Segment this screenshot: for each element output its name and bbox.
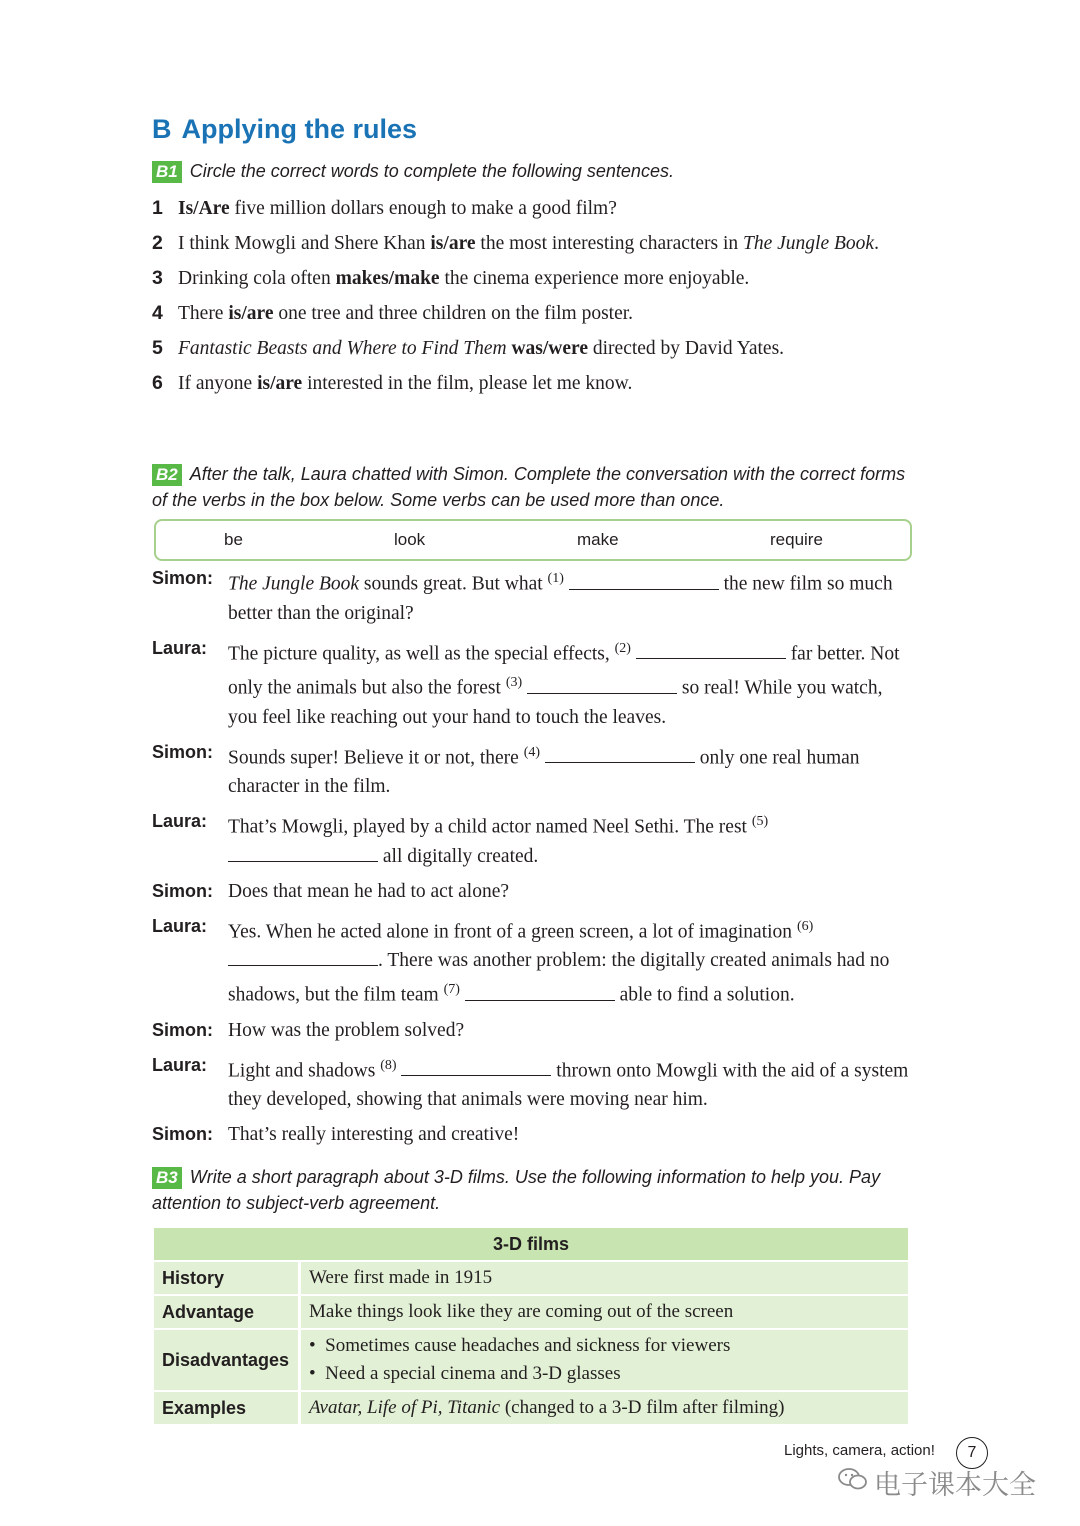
wechat-icon [838,1467,868,1498]
table-title: 3-D films [154,1228,908,1261]
watermark: 电子课本大全 [838,1463,1036,1502]
b1-item: 5 Fantastic Beasts and Where to Find Them was/were directed by David Yates. [152,337,785,359]
choice-4[interactable]: is/are [228,303,274,324]
blank-1[interactable] [569,571,719,590]
choice-3[interactable]: makes/make [335,268,440,289]
section-title: B Applying the rules [152,114,418,144]
dialogue-turn: Laura: Light and shadows $^{(8)}$ thrown onto Mowgli with the aid of a system they developed, showing that animals were moving near him. [152,1054,909,1110]
page-number: 7 [956,1437,988,1469]
table-row: Advantage Make things look like they are coming out of the screen [154,1295,908,1329]
choice-1[interactable]: Is/Are [178,198,230,219]
blank-7[interactable] [465,982,615,1001]
dialogue-turn: Laura: That’s Mowgli, played by a child actor named Neel Sethi. The rest $^{(5)}$ all digitally created. [152,811,769,867]
dialogue-turn: Simon: How was the problem solved? [152,1019,465,1041]
choice-2[interactable]: is/are [430,233,476,254]
word-look: look [394,530,426,549]
table-row: Examples Avatar, Life of Pi, Titanic (changed to a 3-D film after filming) [154,1391,908,1425]
word-require: require [770,530,823,549]
blank-3[interactable] [527,675,677,694]
dialogue-turn: Simon: That’s really interesting and creative! [152,1124,520,1145]
b2-instruction: B2 After the talk, Laura chatted with Simon. Complete the conversation with the correct forms of the verbs in the box below. Some verbs can be used more than once. [152,464,906,510]
word-be: be [224,530,243,549]
b1-item: 2 I think Mowgli and Shere Khan is/are the most interesting characters in The Jungle Book. [152,232,879,254]
dialogue-turn: Simon: Sounds super! Believe it or not, there $^{(4)}$ only one real human character in the film. [152,741,860,797]
table-row: History Were first made in 1915 [154,1261,908,1295]
word-make: make [577,530,619,549]
b1-tag: B1 [152,161,182,183]
choice-6[interactable]: is/are [257,373,303,394]
b3-tag: B3 [152,1167,182,1189]
blank-2[interactable] [636,640,786,659]
blank-6[interactable] [228,947,378,966]
list-item: • Need a special cinema and 3-D glasses [309,1363,621,1384]
facts-table [154,1228,908,1426]
b1-item: 6 If anyone is/are interested in the film, please let me know. [152,372,633,394]
b3-instruction: B3 Write a short paragraph about 3-D films. Use the following information to help you. Pay attention to subject-verb agreement. [152,1167,881,1213]
list-item: • Sometimes cause headaches and sickness for viewers [309,1335,731,1356]
b1-list [152,194,912,404]
b1-instruction: B1 Circle the correct words to complete the following sentences. [152,158,674,184]
dialogue-turn: Simon: The Jungle Book sounds great. But what $^{(1)}$ the new film so much better than the original? [152,568,893,624]
table-row: Disadvantages • Sometimes cause headaches and sickness for viewers • Need a special cinema and 3-D glasses [154,1329,908,1391]
dialogue-turn: Laura: Yes. When he acted alone in front of a green screen, a lot of imagination $^{(6)}$ . There was another problem: the digitally created animals had no shadows, but the film team $^{(7)}$ able to find a solution. [152,915,890,1006]
blank-5[interactable] [228,843,378,862]
choice-5[interactable]: was/were [511,338,588,359]
b2-tag: B2 [152,464,182,486]
word-box [154,519,912,561]
dialogue [152,564,912,1155]
blank-8[interactable] [401,1057,551,1076]
dialogue-turn: Laura: The picture quality, as well as the special effects, $^{(2)}$ far better. Not only the animals but also the forest $^{(3)}$ so real! While you watch, you feel like reaching out your hand to touch the leaves. [152,637,900,728]
b1-item: 3 Drinking cola often makes/make the cinema experience more enjoyable. [152,267,750,289]
blank-4[interactable] [545,744,695,763]
dialogue-turn: Simon: Does that mean he had to act alone? [152,880,510,902]
footer-title: Lights, camera, action! [784,1442,935,1459]
b1-item: 4 There is/are one tree and three children on the film poster. [152,302,634,324]
b1-item: 1 Is/Are five million dollars enough to make a good film? [152,197,617,219]
